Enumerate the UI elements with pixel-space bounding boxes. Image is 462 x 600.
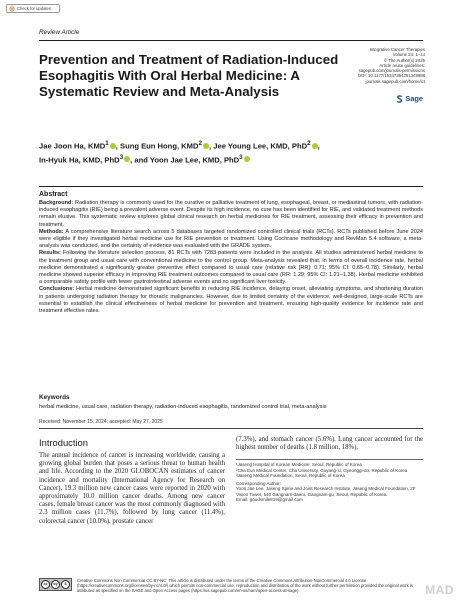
corresponding-author-email[interactable]: Email: goodsmile819@gmail.com — [236, 497, 303, 502]
intro-column-2: (7.3%), and stomach cancer (5.6%). Lung cancer accounted for the highest number of deaths (1.8 million, 18%), — [236, 436, 423, 452]
by-icon: by — [51, 580, 60, 589]
check-for-updates-badge[interactable] — [6, 4, 60, 13]
section-text: Radiation therapy is commonly used for the curative or palliative treatment of lung, esophageal, breast, or mediastinal tumors, with radiation-induced esophagitis (RIE) being a prevalent adverse event. Despite its high incidence, no cure has been identified for RIE, and validated treatment methods remain elusive. This systematic review explores global clinical research on herbal medicines for RIE treatment, assessing their efficacy in prevention and treatment. — [39, 200, 423, 228]
article-title: Prevention and Treatment of Radiation-Induced Esophagitis With Oral Herbal Medicine: A Systematic Review and Meta-Analysis — [39, 52, 339, 99]
license-text: Creative Commons Non Commercial CC BY-NC: This article is distributed under the terms of the Creative Commons Attribution-NonCommercial 4.0 License (https://creativecommons.org/licenses/by-nc/4.0/) which permits non-commercial use, reproduction and distribution of the work without further permission provided the original work is attributed as specified on the SAGE and Open Access pages (https://us.sagepub.com/en-us/nam/open-access-at-sage). — [77, 578, 413, 594]
section-text: Herbal medicine demonstrated significant benefits in reducing RIE incidence, delaying onset, alleviating symptoms, and shortening duration in patients undergoing radiation therapy for thoracic malignancies. However, due to limited certainty of the evidence, well-designed, large-scale RCTs are essential to establish the clinical effectiveness of herbal medicine for prevention and treatment, ensuring high-quality evidence for incidence rate and treatment effective rates. — [39, 286, 423, 315]
journal-name: Integrative Cancer Therapies — [369, 47, 425, 52]
doi[interactable]: DOI: 10.1177/15347354251349988 — [357, 73, 425, 79]
authors-line-2: In-Hyuk Ha, KMD, PhD$^3$ , and Yoon Jae Lee, KMD, PhD$^3$ — [39, 152, 419, 166]
intro-heading: Introduction — [39, 437, 88, 448]
affiliation-3: ³Jaseng Medical Foundation, Seoul, Republic of Korea — [236, 473, 345, 478]
abstract-methods — [39, 229, 423, 251]
cc-icon: cc — [41, 580, 50, 589]
section-label: Conclusions: — [39, 286, 75, 293]
watermark: MAD — [425, 583, 454, 597]
orcid-icon[interactable] — [244, 156, 250, 162]
top-divider — [39, 40, 423, 41]
author-name: Jae Joon Ha, KMD — [39, 141, 106, 151]
affiliation-marker: 2 — [198, 140, 203, 147]
abstract-divider — [39, 186, 423, 187]
orcid-icon[interactable] — [124, 156, 130, 162]
body-divider — [39, 428, 423, 429]
publisher-name: Sage — [405, 94, 423, 103]
affiliation-marker: 2 — [307, 140, 311, 147]
affiliation-marker: 1 — [105, 140, 109, 147]
abstract-heading: Abstract — [39, 191, 68, 198]
authors-line-1: Jae Joon Ha, KMD$^1$ , Sung Eun Hong, KMD$^2$ , Jee Young Lee, KMD, PhD$^2$ , — [39, 140, 320, 151]
journal-volume: Volume 24: 1–14 — [392, 52, 425, 58]
keywords-heading: Keywords — [39, 394, 70, 401]
corresponding-author-address: Yoon Jae Lee, Jaseng Spine and Joint Research Institute, Jaseng Medical Foundation, 2F Vision Tower, 540 Gangnam-daero, Gangnam-gu, Seoul, Republic of Korea. — [236, 486, 416, 497]
cc-license-icon[interactable] — [39, 578, 72, 591]
affiliation-2: ²Cha Eun Medical Center, Cha University, Goyang-si, Gyeonggi-do, Republic of Korea — [236, 467, 408, 473]
affiliation-marker: 3 — [119, 153, 124, 161]
author-list — [39, 138, 419, 165]
section-label: Background: — [39, 200, 74, 206]
affiliation-1: ¹Jaseng Hospital of Korean Medicine, Seoul, Republic of Korea — [236, 462, 362, 467]
update-icon — [9, 6, 15, 12]
section-label: Methods: — [39, 228, 64, 235]
orcid-icon[interactable] — [203, 143, 209, 149]
journal-home-link[interactable]: journals.sagepub.com/home/ict — [365, 78, 425, 84]
nc-icon: $ — [61, 580, 70, 589]
affiliations — [236, 462, 423, 503]
section-text: Following the literature selection process, 81 RCTs with 7283 patients were included in the analysis. All studies administered herbal medicine to the treatment group and usual care with conventional medicine to the control group. Meta-analysis revealed that, in terms of overall incidence rate, herbal medicine demonstrated a significantly greater preventive effect compared to usual care (relative risk [RR]: 0.71; 95% CI: 0.65–0.78). Similarly, herbal medicine showed superior efficacy in improving RIE treatment outcomes compared to usual care (RR: 1.29; 95% CI: 1.21–1.38). Herbal medicine exhibited a comparable safety profile with fewer gastrointestinal adverse events and no significant liver toxicity. — [39, 250, 423, 286]
orcid-icon[interactable] — [312, 143, 318, 149]
reuse-label: Article reuse guidelines: — [379, 62, 425, 68]
abstract-results — [39, 250, 423, 286]
section-label: Results: — [39, 250, 61, 257]
journal-info — [335, 47, 425, 84]
check-updates-label: Check for updates — [17, 6, 51, 11]
author-name: Jee Young Lee, KMD, PhD — [213, 141, 308, 151]
orcid-icon[interactable] — [110, 143, 116, 149]
author-name: Sung Eun Hong, KMD — [120, 141, 199, 151]
author-name: and Yoon Jae Lee, KMD, PhD — [134, 155, 240, 165]
copyright: © The Author(s) 2025 — [383, 57, 425, 63]
abstract-conclusions — [39, 286, 423, 315]
permissions-link[interactable]: sagepub.com/journals-permissions — [358, 68, 425, 74]
publisher-logo — [396, 94, 423, 103]
abstract-body — [39, 200, 423, 315]
affiliation-marker: 3 — [239, 153, 243, 161]
corresponding-author-label: Corresponding Author: — [236, 480, 282, 486]
abstract-background — [39, 200, 423, 229]
article-type: Review Article — [39, 29, 80, 36]
affiliation-divider — [236, 459, 423, 460]
section-text: A comprehensive literature search across 5 databases targeted randomized controlled clinical trials (RCTs). RCTs published before June 2024 were eligible if they investigated herbal medicine use for RIE prevention or treatment. Using Cochrane methodology and RevMan 5.4 software, a meta-analysis was conducted, and the certainty of evidence was evaluated with the GRADE system. — [39, 228, 423, 250]
received-dates: Received: November 15, 2024; accepted: May 27, 2025 — [39, 419, 163, 425]
sage-logo-icon — [396, 95, 403, 103]
keywords: herbal medicine, usual care, radiation therapy, radiation-induced esophagitis, randomized control trial, meta-analysis — [39, 404, 327, 410]
author-name: In-Hyuk Ha, KMD, PhD — [39, 155, 120, 165]
intro-column-1: The annual incidence of cancer is increasing worldwide, causing a growing global burden that poses a serious threat to human health and life. According to the 2020 GLOBOCAN estimates of cancer incidence and mortality (International Agency for Research on Cancer), 19.3 million new cancer cases were reported in 2020 with approximately 10.0 million cancer deaths. Among new cancer cases, female breast cancer was the most commonly diagnosed with 2.3 million cases (11.7%), followed by lung cancer (11.4%), colorectal cancer (10.0%), prostate cancer — [39, 452, 225, 525]
license-block — [39, 578, 423, 594]
